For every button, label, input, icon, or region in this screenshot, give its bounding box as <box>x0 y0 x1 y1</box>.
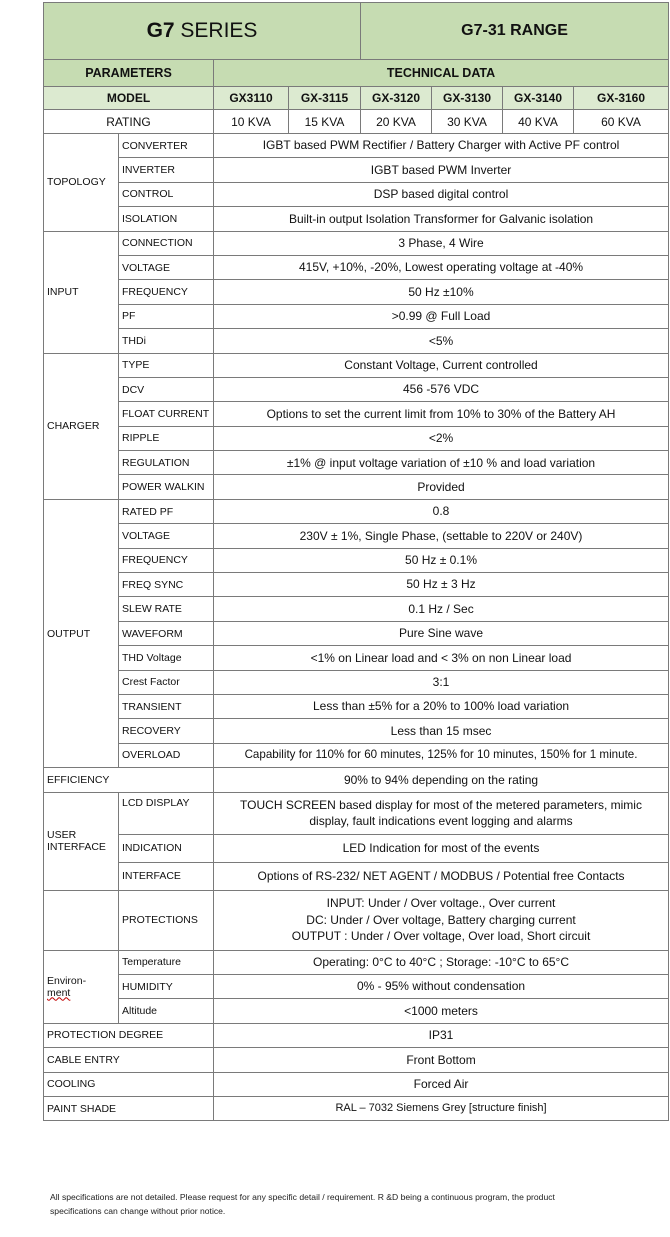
param-value: IGBT based PWM Inverter <box>214 158 669 182</box>
param-label: CONVERTER <box>119 134 214 158</box>
param-value: 0% - 95% without condensation <box>214 974 669 998</box>
param-value: Front Bottom <box>214 1048 669 1072</box>
spec-row <box>44 524 669 548</box>
param-label: REGULATION <box>119 451 214 475</box>
spec-row <box>44 834 669 862</box>
param-value: 50 Hz ± 3 Hz <box>214 573 669 597</box>
model-label: MODEL <box>44 87 214 110</box>
param-value: <1% on Linear load and < 3% on non Linear load <box>214 646 669 670</box>
spec-row <box>44 426 669 450</box>
param-label: Crest Factor <box>119 670 214 694</box>
model-row <box>44 87 669 110</box>
spec-table <box>43 2 669 1121</box>
group-environment: Environ- ment <box>44 950 119 1023</box>
param-label: RECOVERY <box>119 719 214 743</box>
parameters-header-row <box>44 60 669 87</box>
param-value: Less than 15 msec <box>214 719 669 743</box>
param-value: 3:1 <box>214 670 669 694</box>
group-topology: TOPOLOGY <box>44 134 119 232</box>
spec-row <box>44 974 669 998</box>
param-label: HUMIDITY <box>119 974 214 998</box>
rating-cell: 30 KVA <box>432 110 503 134</box>
spec-row <box>44 158 669 182</box>
spec-row <box>44 1072 669 1096</box>
param-value: 50 Hz ±10% <box>214 280 669 304</box>
param-label: THDi <box>119 329 214 353</box>
model-cell: GX-3140 <box>503 87 574 110</box>
rating-cell: 15 KVA <box>289 110 361 134</box>
param-label: FREQ SYNC <box>119 573 214 597</box>
model-cell: GX-3115 <box>289 87 361 110</box>
param-value: Built-in output Isolation Transformer for Galvanic isolation <box>214 207 669 231</box>
spec-row <box>44 719 669 743</box>
param-label: TRANSIENT <box>119 694 214 718</box>
title-row <box>44 3 669 60</box>
model-cell: GX-3130 <box>432 87 503 110</box>
param-value: <2% <box>214 426 669 450</box>
spec-row <box>44 670 669 694</box>
spec-row <box>44 999 669 1023</box>
param-label: FLOAT CURRENT <box>119 402 214 426</box>
param-value: 3 Phase, 4 Wire <box>214 231 669 255</box>
param-value: Operating: 0°C to 40°C ; Storage: -10°C to 65°C <box>214 950 669 974</box>
param-value: 0.8 <box>214 499 669 523</box>
param-value: <5% <box>214 329 669 353</box>
param-label: COOLING <box>44 1072 214 1096</box>
param-label: INVERTER <box>119 158 214 182</box>
param-label: RATED PF <box>119 499 214 523</box>
param-label: SLEW RATE <box>119 597 214 621</box>
param-label: TYPE <box>119 353 214 377</box>
param-label: WAVEFORM <box>119 621 214 645</box>
param-label: PROTECTION DEGREE <box>44 1023 214 1047</box>
param-value: Less than ±5% for a 20% to 100% load variation <box>214 694 669 718</box>
param-label: POWER WALKIN <box>119 475 214 499</box>
spec-row <box>44 207 669 231</box>
param-value: Forced Air <box>214 1072 669 1096</box>
footnote-line: specifications can change without prior notice. <box>50 1206 226 1216</box>
spec-row <box>44 329 669 353</box>
spec-row <box>44 1096 669 1120</box>
spec-row <box>44 255 669 279</box>
param-label: FREQUENCY <box>119 280 214 304</box>
range-title: G7-31 RANGE <box>361 3 669 60</box>
rating-cell: 20 KVA <box>361 110 432 134</box>
param-value: ±1% @ input voltage variation of ±10 % and load variation <box>214 451 669 475</box>
param-label: Temperature <box>119 950 214 974</box>
param-value: INPUT: Under / Over voltage., Over current DC: Under / Over voltage, Battery charging current OUTPUT : Under / Over voltage, Over load, Short circuit <box>214 890 669 950</box>
spec-row <box>44 646 669 670</box>
rating-row <box>44 110 669 134</box>
param-value: IGBT based PWM Rectifier / Battery Charger with Active PF control <box>214 134 669 158</box>
parameters-label: PARAMETERS <box>44 60 214 87</box>
spec-row <box>44 304 669 328</box>
spec-row <box>44 499 669 523</box>
param-value: IP31 <box>214 1023 669 1047</box>
group-output: OUTPUT <box>44 499 119 767</box>
param-label: Altitude <box>119 999 214 1023</box>
param-label: ISOLATION <box>119 207 214 231</box>
series-title: G7 SERIES <box>44 3 361 60</box>
spec-row <box>44 548 669 572</box>
rating-cell: 40 KVA <box>503 110 574 134</box>
param-label: PAINT SHADE <box>44 1096 214 1120</box>
param-value: RAL – 7032 Siemens Grey [structure finish] <box>214 1096 669 1120</box>
param-label: CONTROL <box>119 182 214 206</box>
param-value: 0.1 Hz / Sec <box>214 597 669 621</box>
spec-row <box>44 451 669 475</box>
spec-row <box>44 1048 669 1072</box>
model-cell: GX-3120 <box>361 87 432 110</box>
param-value: LED Indication for most of the events <box>214 834 669 862</box>
technical-data-label: TECHNICAL DATA <box>214 60 669 87</box>
param-label: OVERLOAD <box>119 743 214 767</box>
param-value: Options of RS-232/ NET AGENT / MODBUS / Potential free Contacts <box>214 862 669 890</box>
spec-row <box>44 950 669 974</box>
param-label: FREQUENCY <box>119 548 214 572</box>
param-value: >0.99 @ Full Load <box>214 304 669 328</box>
param-value: <1000 meters <box>214 999 669 1023</box>
spec-row <box>44 890 669 950</box>
param-value: 415V, +10%, -20%, Lowest operating voltage at -40% <box>214 255 669 279</box>
rating-cell: 10 KVA <box>214 110 289 134</box>
spec-row <box>44 792 669 834</box>
group-input: INPUT <box>44 231 119 353</box>
param-value: DSP based digital control <box>214 182 669 206</box>
spec-row <box>44 573 669 597</box>
param-label: PROTECTIONS <box>119 890 214 950</box>
param-label: INTERFACE <box>119 862 214 890</box>
spec-row <box>44 377 669 401</box>
model-cell: GX3110 <box>214 87 289 110</box>
param-label: THD Voltage <box>119 646 214 670</box>
param-value: Constant Voltage, Current controlled <box>214 353 669 377</box>
param-value: Capability for 110% for 60 minutes, 125% for 10 minutes, 150% for 1 minute. <box>214 743 669 767</box>
param-label: INDICATION <box>119 834 214 862</box>
spec-row <box>44 231 669 255</box>
param-label: DCV <box>119 377 214 401</box>
param-value: 90% to 94% depending on the rating <box>214 768 669 792</box>
spec-row <box>44 134 669 158</box>
spec-row <box>44 768 669 792</box>
param-value: TOUCH SCREEN based display for most of the metered parameters, mimic display, fault indications event logging and alarms <box>214 792 669 834</box>
spec-row <box>44 280 669 304</box>
param-value: 50 Hz ± 0.1% <box>214 548 669 572</box>
param-label: VOLTAGE <box>119 524 214 548</box>
spec-row <box>44 182 669 206</box>
group-charger: CHARGER <box>44 353 119 499</box>
param-value: Options to set the current limit from 10% to 30% of the Battery AH <box>214 402 669 426</box>
spec-row <box>44 1023 669 1047</box>
spec-row <box>44 694 669 718</box>
param-label: CONNECTION <box>119 231 214 255</box>
group-user-interface: USER INTERFACE <box>44 792 119 890</box>
footnote <box>50 1190 660 1218</box>
spec-row <box>44 621 669 645</box>
footnote-line: All specifications are not detailed. Please request for any specific detail / requirement. R &D being a continuous program, the product <box>50 1192 555 1202</box>
spec-row <box>44 597 669 621</box>
param-value: 230V ± 1%, Single Phase, (settable to 220V or 240V) <box>214 524 669 548</box>
param-label: RIPPLE <box>119 426 214 450</box>
model-cell: GX-3160 <box>574 87 669 110</box>
spec-row <box>44 862 669 890</box>
param-value: Provided <box>214 475 669 499</box>
spec-row <box>44 475 669 499</box>
param-label: CABLE ENTRY <box>44 1048 214 1072</box>
param-value: Pure Sine wave <box>214 621 669 645</box>
rating-label: RATING <box>44 110 214 134</box>
param-label: LCD DISPLAY <box>119 792 214 834</box>
spec-row <box>44 353 669 377</box>
spec-row <box>44 743 669 767</box>
param-value: 456 -576 VDC <box>214 377 669 401</box>
param-label: PF <box>119 304 214 328</box>
param-label: VOLTAGE <box>119 255 214 279</box>
spec-row <box>44 402 669 426</box>
rating-cell: 60 KVA <box>574 110 669 134</box>
group-protections-empty <box>44 890 119 950</box>
efficiency-label: EFFICIENCY <box>44 768 214 792</box>
